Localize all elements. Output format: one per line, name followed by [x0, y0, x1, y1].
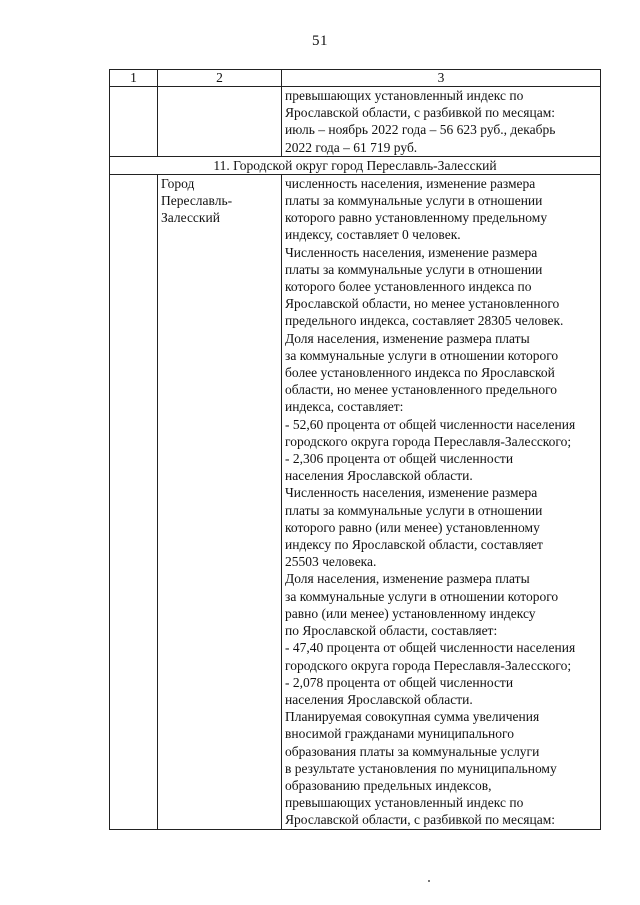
- tariff-table: [109, 69, 601, 830]
- text-line: - 2,078 процента от общей численности: [285, 674, 514, 690]
- text-line: которого равно (или менее) установленному: [285, 519, 540, 535]
- text-line: городского округа города Переславля-Залесского;: [285, 433, 572, 449]
- text-line: - 47,40 процента от общей численности населения: [285, 640, 576, 656]
- header-col-1: 1: [110, 70, 158, 87]
- header-col-3: 3: [282, 70, 601, 87]
- text-line: населения Ярославской области.: [285, 691, 473, 707]
- text-line: превышающих установленный индекс по: [285, 795, 524, 811]
- text-line: - 2,306 процента от общей численности: [285, 451, 514, 467]
- text-line: области, но менее установленного предельного: [285, 382, 558, 398]
- text-line: более установленного индекса по Ярославской: [285, 365, 555, 381]
- text-line: - 52,60 процента от общей численности населения: [285, 416, 576, 432]
- text-line: предельного индекса, составляет 28305 человек.: [285, 313, 564, 329]
- text-line: Ярославской области, с разбивкой по месяцам:: [285, 105, 556, 121]
- text-line: которого равно установленному предельному: [285, 210, 548, 226]
- text-line: образования платы за коммунальные услуги: [285, 743, 540, 759]
- text-line: городского округа города Переславля-Залесского;: [285, 657, 572, 673]
- text-line: Численность населения, изменение размера: [285, 244, 538, 260]
- region-cell: [158, 87, 282, 157]
- text-line: численность населения, изменение размера: [285, 175, 536, 191]
- text-line: 25503 человека.: [285, 554, 377, 570]
- text-line: платы за коммунальные услуги в отношении: [285, 261, 543, 277]
- text-line: по Ярославской области, составляет:: [285, 623, 498, 639]
- text-line: вносимой гражданами муниципального: [285, 726, 514, 742]
- row-number-cell: [110, 174, 158, 829]
- text-line: Планируемая совокупная сумма увеличения: [285, 709, 540, 725]
- text-line: индекса, составляет:: [285, 399, 404, 415]
- region-cell: [158, 174, 282, 829]
- header-col-2: 2: [158, 70, 282, 87]
- region-name-line: Залесский: [161, 210, 220, 226]
- text-line: июль – ноябрь 2022 года – 56 623 руб., декабрь: [285, 122, 556, 138]
- description-cell: [282, 87, 601, 157]
- region-name-line: Переславль-: [161, 193, 233, 209]
- text-line: платы за коммунальные услуги в отношении: [285, 502, 543, 518]
- table-row: [110, 87, 601, 157]
- text-line: Доля населения, изменение размера платы: [285, 330, 530, 346]
- text-line: превышающих установленный индекс по: [285, 88, 524, 103]
- text-line: образованию предельных индексов,: [285, 777, 492, 793]
- text-line: индексу, составляет 0 человек.: [285, 227, 461, 243]
- text-line: 2022 года – 61 719 руб.: [285, 139, 418, 155]
- description-cell: [282, 174, 601, 829]
- row-number-cell: [110, 87, 158, 157]
- text-line: в результате установления по муниципальному: [285, 760, 557, 776]
- text-line: Ярославской области, но менее установленного: [285, 296, 560, 312]
- text-line: населения Ярославской области.: [285, 468, 473, 484]
- section-row: [110, 156, 601, 174]
- table-row: [110, 174, 601, 829]
- text-line: Ярославской области, с разбивкой по месяцам:: [285, 812, 556, 828]
- text-line: за коммунальные услуги в отношении которого: [285, 347, 559, 363]
- section-title: 11. Городской округ город Переславль-Залесский: [110, 156, 601, 174]
- text-line: платы за коммунальные услуги в отношении: [285, 193, 543, 209]
- text-line: которого более установленного индекса по: [285, 279, 532, 295]
- text-line: индексу по Ярославской области, составляет: [285, 537, 543, 553]
- region-name-line: Город: [161, 175, 195, 191]
- scan-speck: [428, 880, 430, 882]
- text-line: Доля населения, изменение размера платы: [285, 571, 530, 587]
- text-line: равно (или менее) установленному индексу: [285, 605, 536, 621]
- text-line: за коммунальные услуги в отношении которого: [285, 588, 559, 604]
- table-header-row: [110, 70, 601, 87]
- text-line: Численность населения, изменение размера: [285, 485, 538, 501]
- page-number: 51: [312, 33, 328, 49]
